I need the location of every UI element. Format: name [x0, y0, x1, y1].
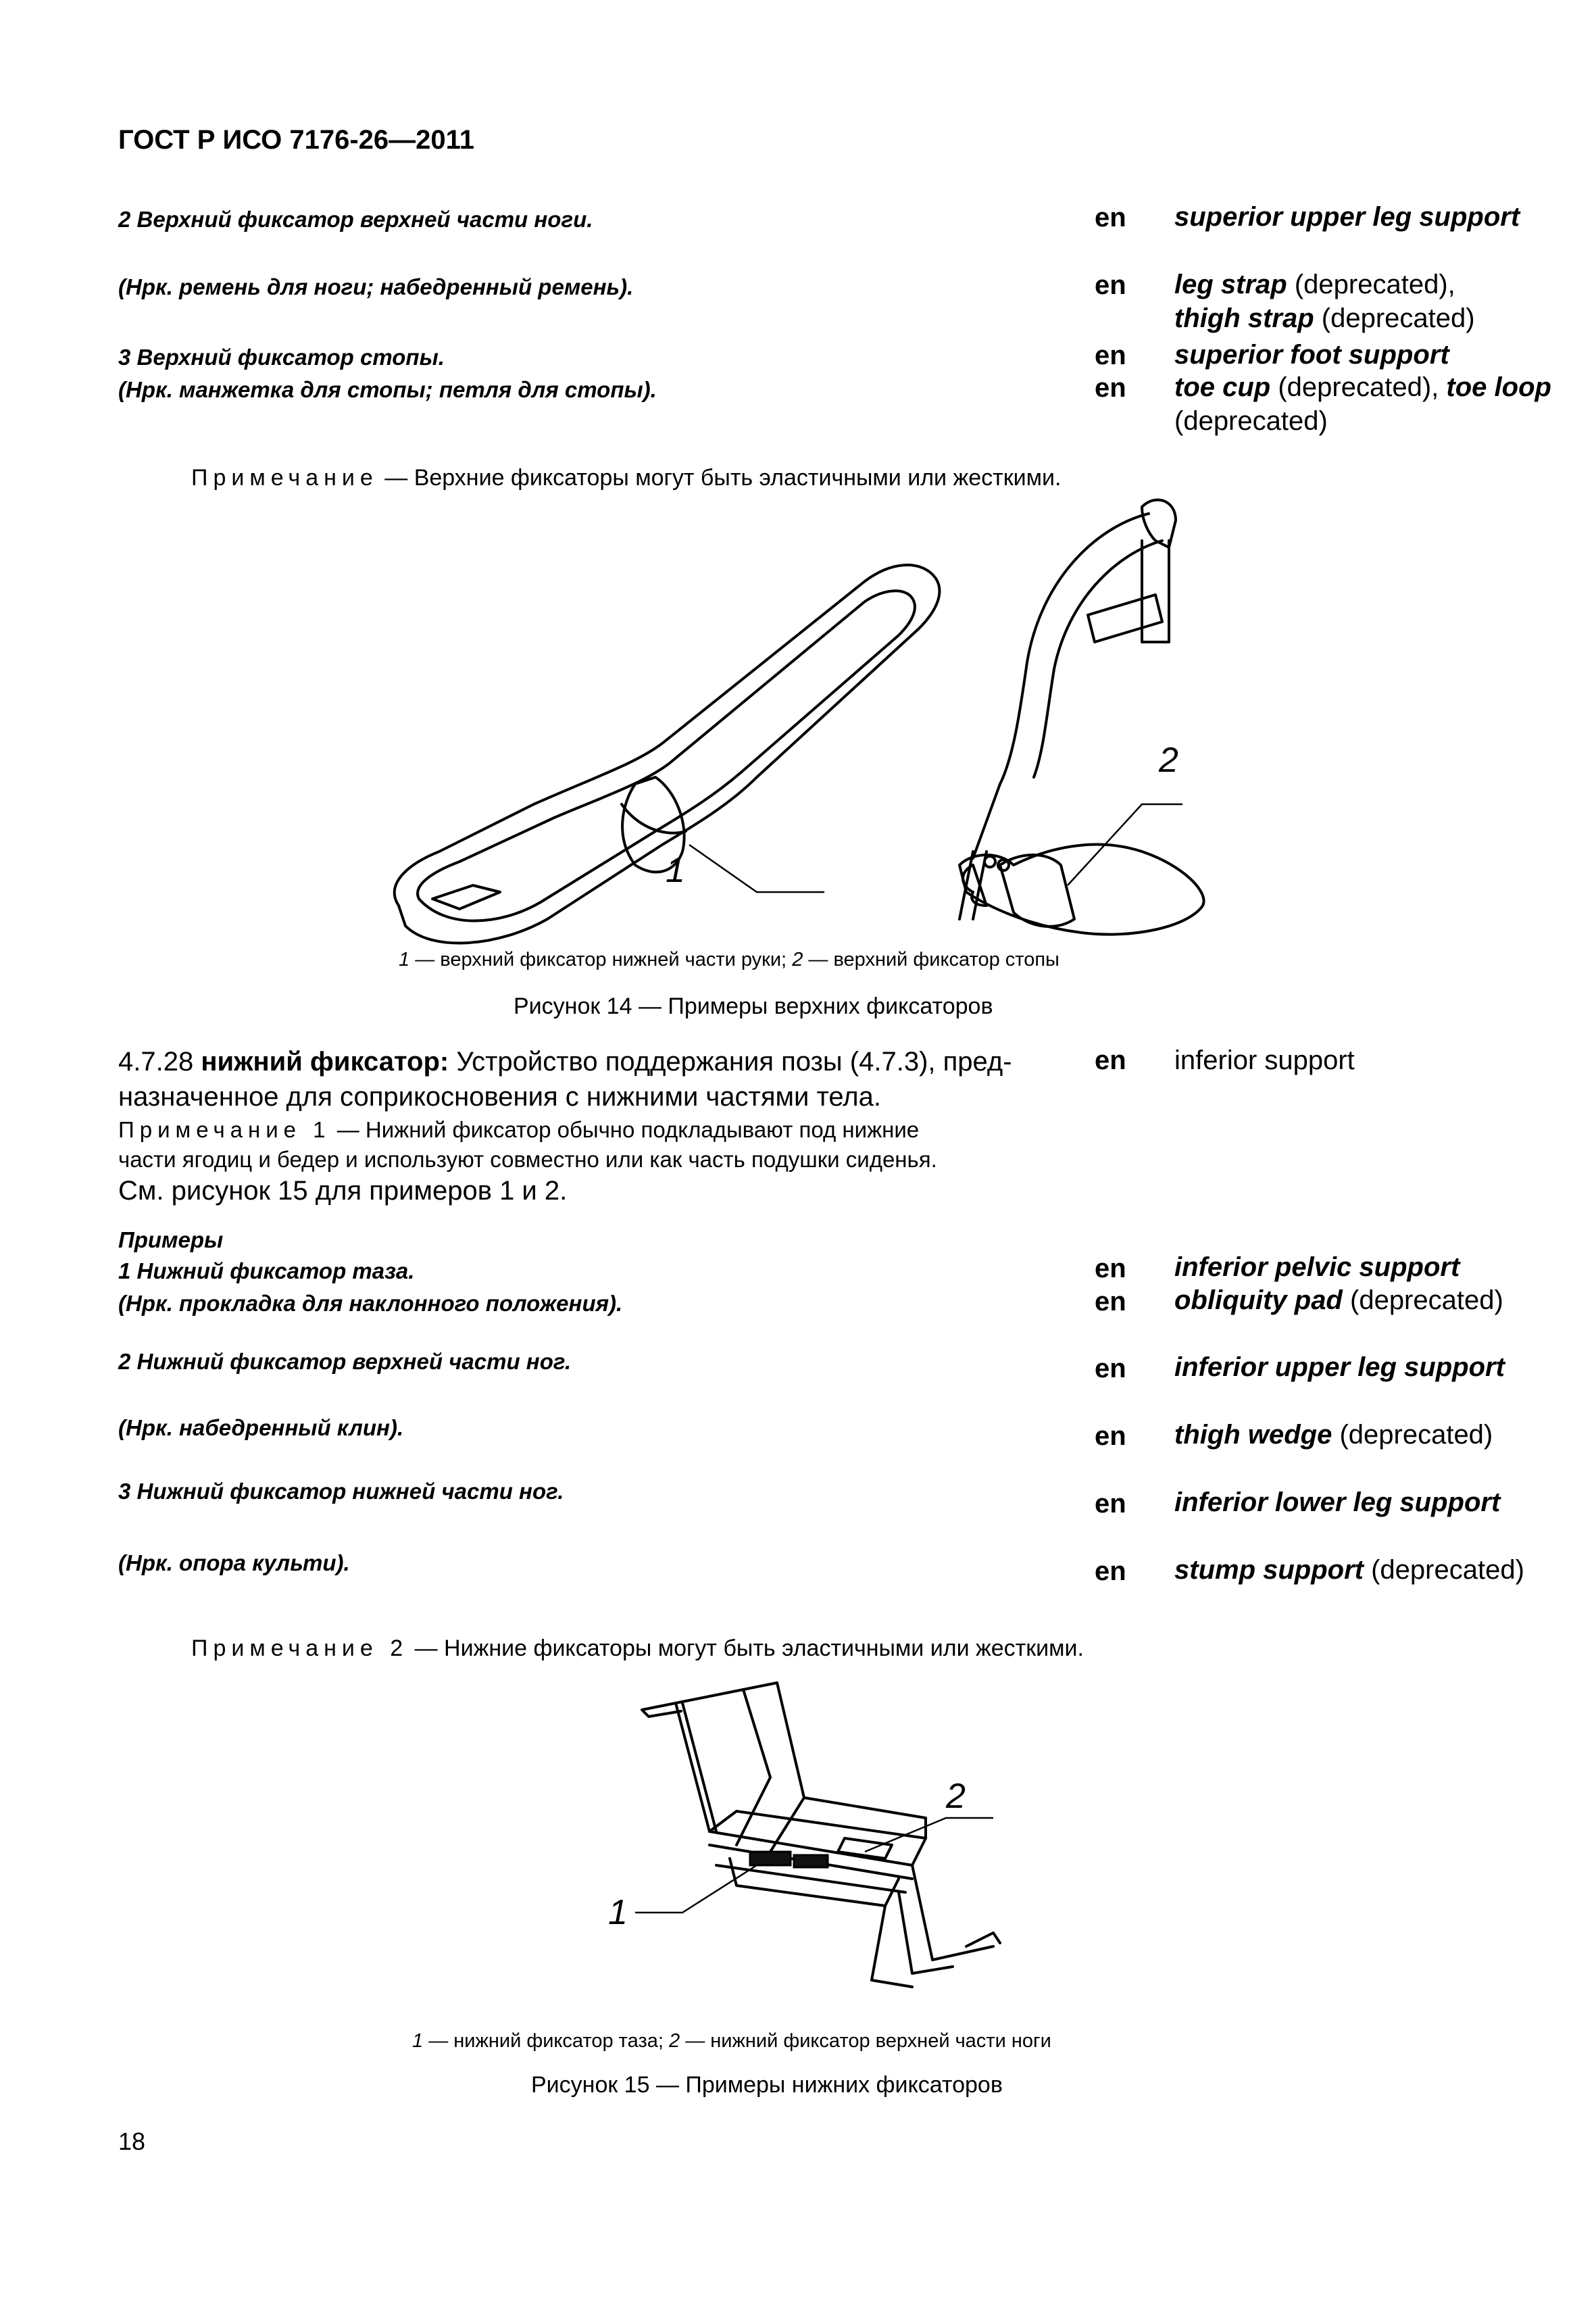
lang-tag: en	[1095, 1287, 1126, 1316]
example-inferior-upper-leg-ru: 2 Нижний фиксатор верхней части ног.	[118, 1349, 572, 1374]
term-thigh-wedge: thigh wedge (deprecated)	[1174, 1420, 1493, 1450]
lang-tag: en	[1095, 1354, 1126, 1383]
example-leg-strap-ru: (Нрк. ремень для ноги; набедренный ремень).	[118, 274, 634, 299]
example-thigh-wedge-ru: (Нрк. набедренный клин).	[118, 1415, 404, 1440]
note-1: Примечание 1 — Нижний фиксатор обычно подкладывают под нижние части ягодиц и бедер и используют совместно или как часть подушки сиденья.	[118, 1117, 937, 1172]
note-upper: Примечание — Верхние фиксаторы могут быть эластичными или жесткими.	[191, 465, 1062, 491]
figure-14-label-1: 1	[666, 851, 685, 890]
figure-14-title: Рисунок 14 — Примеры верхних фиксаторов	[514, 993, 993, 1019]
term-inferior-pelvic: inferior pelvic support	[1174, 1252, 1460, 1282]
term-superior-foot: superior foot support	[1174, 340, 1449, 370]
lang-tag: en	[1095, 270, 1126, 300]
term-inferior-lower-leg: inferior lower leg support	[1174, 1487, 1501, 1517]
term-inferior-support: inferior support	[1174, 1045, 1355, 1075]
example-stump-support-ru: (Нрк. опора культи).	[118, 1550, 350, 1575]
document-header: ГОСТ Р ИСО 7176-26—2011	[118, 125, 474, 155]
example-obliquity-pad-ru: (Нрк. прокладка для наклонного положения).	[118, 1291, 623, 1316]
example-inferior-lower-leg-ru: 3 Нижний фиксатор нижней части ног.	[118, 1479, 564, 1504]
example-superior-upper-leg-ru: 2 Верхний фиксатор верхней части ноги.	[118, 207, 593, 232]
figure-15-legend: 1 — нижний фиксатор таза; 2 — нижний фиксатор верхней части ноги	[412, 2030, 1051, 2052]
example-inferior-pelvic-ru: 1 Нижний фиксатор таза.	[118, 1258, 415, 1283]
figure-15-label-1: 1	[608, 1893, 628, 1932]
term-stump-support: stump support (deprecated)	[1174, 1555, 1524, 1585]
section-4-7-28: 4.7.28 нижний фиксатор: Устройство поддержания позы (4.7.3), пред- назначенное для соприкосновения с нижними частями тела.	[118, 1047, 1012, 1112]
example-toe-cup-ru: (Нрк. манжетка для стопы; петля для стопы).	[118, 377, 657, 402]
lang-tag: en	[1095, 1556, 1126, 1586]
figure-15-label-2: 2	[946, 1777, 966, 1816]
term-leg-strap: leg strap (deprecated), thigh strap (deprecated)	[1174, 270, 1475, 333]
term-inferior-upper-leg: inferior upper leg support	[1174, 1352, 1505, 1382]
term-superior-upper-leg: superior upper leg support	[1174, 202, 1520, 232]
lang-tag: en	[1095, 203, 1126, 232]
figure-14-label-2: 2	[1159, 741, 1178, 780]
examples-heading: Примеры	[118, 1227, 224, 1252]
example-superior-foot-ru: 3 Верхний фиксатор стопы.	[118, 345, 445, 370]
term-obliquity-pad: obliquity pad (deprecated)	[1174, 1285, 1503, 1315]
note-2: Примечание 2 — Нижние фиксаторы могут быть эластичными или жесткими.	[191, 1635, 1084, 1661]
lang-tag: en	[1095, 373, 1126, 403]
lang-tag: en	[1095, 1254, 1126, 1283]
lang-tag: en	[1095, 1045, 1126, 1075]
lang-tag: en	[1095, 1489, 1126, 1519]
wheelchair-frame-icon	[642, 1683, 1000, 1987]
term-toe-cup: toe cup (deprecated), toe loop (deprecated)	[1174, 372, 1551, 436]
page-number: 18	[118, 2127, 146, 2155]
figure-14-legend: 1 — верхний фиксатор нижней части руки; 2 — верхний фиксатор стопы	[399, 949, 1059, 970]
figure-15-drawing	[574, 1663, 1047, 2014]
figure-14-drawing	[378, 487, 1223, 953]
see-figure-15: См. рисунок 15 для примеров 1 и 2.	[118, 1176, 568, 1206]
figure-15-title: Рисунок 15 — Примеры нижних фиксаторов	[531, 2072, 1003, 2098]
lang-tag: en	[1095, 1421, 1126, 1451]
lang-tag: en	[1095, 341, 1126, 370]
